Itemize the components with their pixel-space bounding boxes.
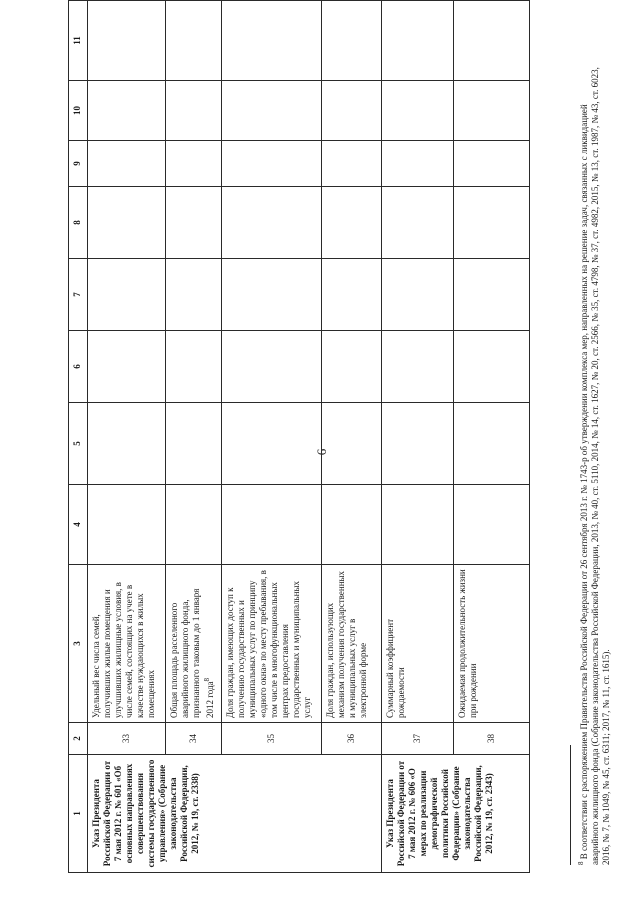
indicator-text: Доля граждан, использующих механизм получения государственных и муниципальных услуг в электронной форме [322,565,382,723]
table-row [88,1,166,873]
header-cell: 6 [69,331,88,403]
header-cell: 8 [69,187,88,259]
footnote-text: В соответствии с распоряжением Правительства Российской Федерации от 26 сентября 2013 г. № 1743-р об утверждении комплекса мер, направленных на решение задач, связанных с ликвидацией аварийного жилищного фонда (Собрание законодательства Российской Федерации, 2013, № 40, ст. 5110, 2014, № 14, ст. 1627, № 20, ст. 2566, № 35, ст. 4798, № 37, ст. 4982, 2015, № 13, ст. 1987, № 43, ст. 6023, 2016, № 7, № 1049, № 45, ст. 6311; 2017, № 11, ст. 1615). [579,67,611,865]
row-number: 33 [88,723,166,755]
indicators-table [68,0,530,873]
header-row [69,1,88,873]
indicator-text-body: Общая площадь расселенного аварийного жилищного фонда, признанного таковым до 1 января 2012 года [169,588,215,718]
indicator-text: Удельный вес числа семей, получивших жилые помещения и улучшивших жилищные условия, в числе семей, состоящих на учете в качестве нуждающихся в жилых помещениях [88,565,166,723]
section-title: Указ Президента Российской Федерации от 7 мая 2012 г. № 606 «О мерах по реализации демографической политики Российской Федерации» (Собрание законодательства Российской Федерации, 2012, № 19, ст. 2343) [382,755,530,873]
section-title: Указ Президента Российской Федерации от 7 мая 2012 г. № 601 «Об основных направлениях совершенствования системы государственного управления» (Собрание законодательства Российской Федерации, 2012, № 19, ст. 2338) [88,755,382,873]
header-cell: 4 [69,485,88,565]
header-cell: 10 [69,81,88,141]
table-row [322,1,382,873]
table-row [166,1,222,873]
row-number: 38 [454,723,530,755]
footnote-ref: 8 [203,677,211,682]
table-row [454,1,530,873]
header-cell: 5 [69,403,88,485]
row-number: 36 [322,723,382,755]
indicator-text [166,565,222,723]
header-cell: 1 [69,755,88,873]
table-row [382,1,454,873]
indicator-text: Ожидаемая продолжительность жизни при рождении [454,565,530,723]
footnote-divider [570,745,571,865]
page-number: 6 [314,448,329,456]
header-cell: 11 [69,1,88,81]
header-cell: 3 [69,565,88,723]
row-number: 34 [166,723,222,755]
header-cell: 7 [69,259,88,331]
footnote-mark: 8 [577,861,585,865]
footnote [570,65,612,865]
indicator-text: Доля граждан, имеющих доступ к получению государственных и муниципальных услуг по принципу «одного окна» по месту пребывания, в том числе в многофункциональных центрах предоставления государственных и муниципальных услуг [222,565,322,723]
header-cell: 9 [69,141,88,187]
row-number: 37 [382,723,454,755]
row-number: 35 [222,723,322,755]
indicator-text: Суммарный коэффициент рождаемости [382,565,454,723]
table-row [222,1,322,873]
header-cell: 2 [69,723,88,755]
